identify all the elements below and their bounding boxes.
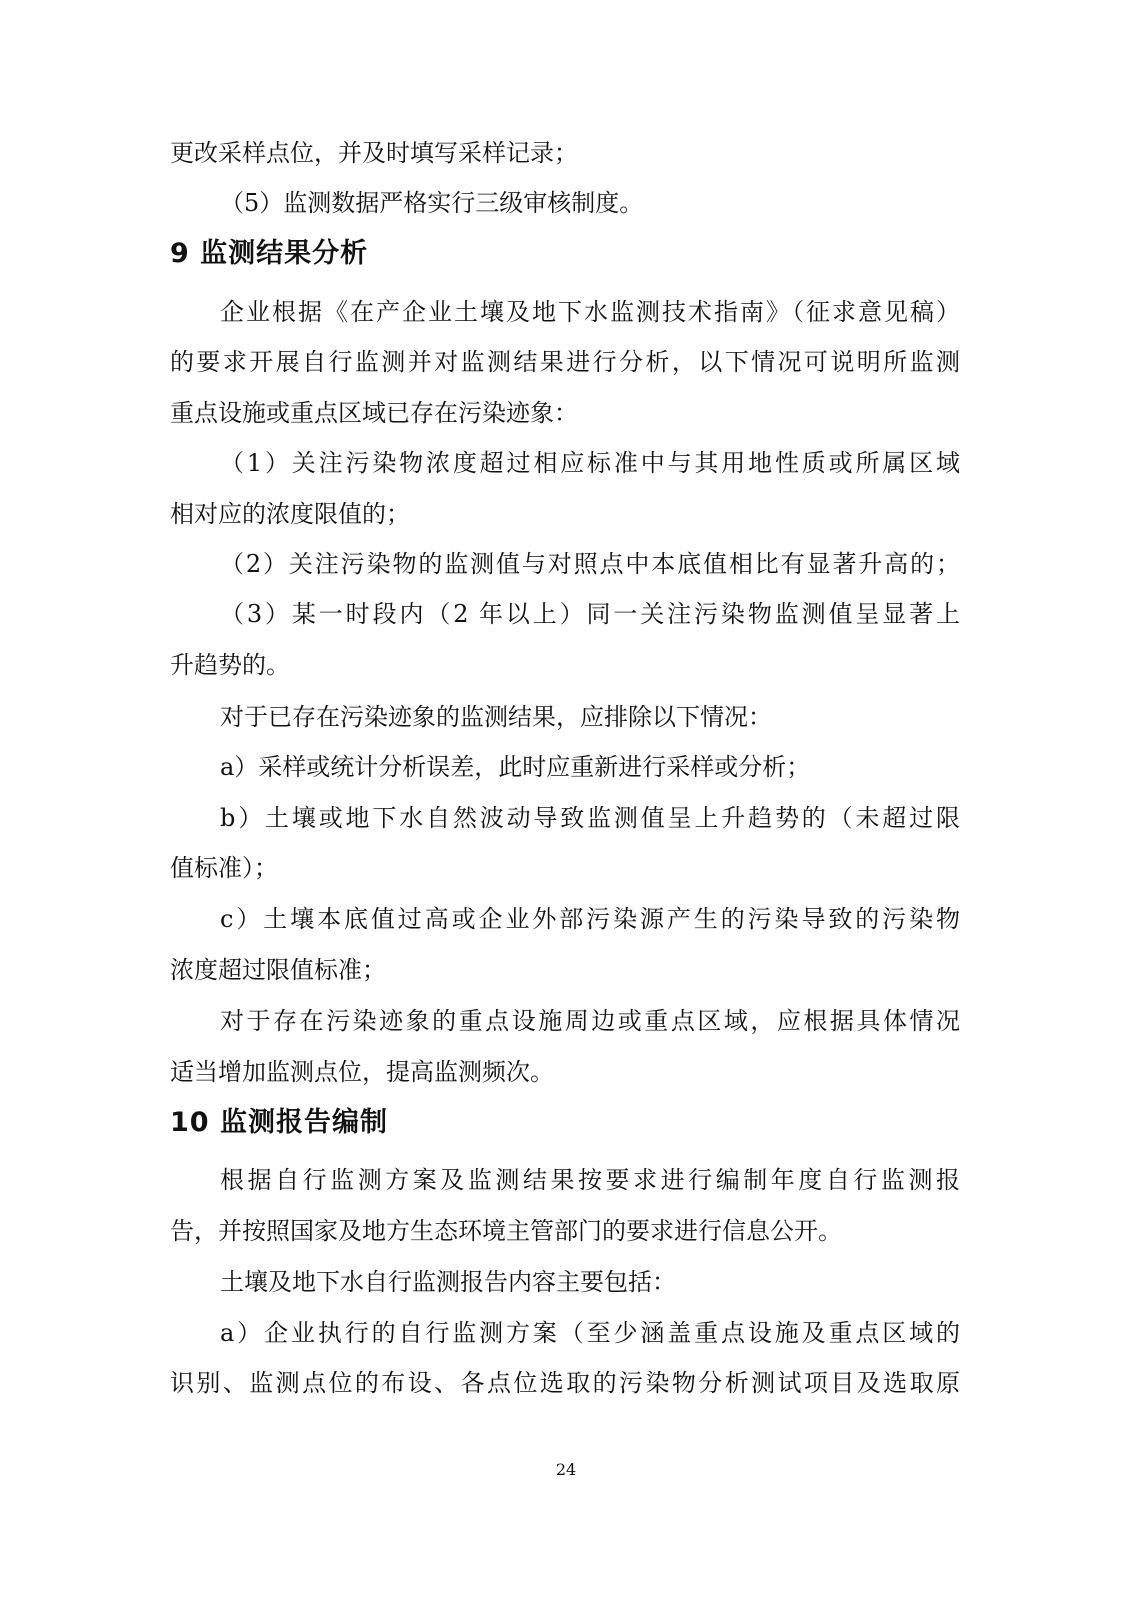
text-line: 的要求开展自行监测并对监测结果进行分析，以下情况可说明所监测 <box>170 348 960 376</box>
text-line: 土壤及地下水自行监测报告内容主要包括： <box>220 1268 676 1296</box>
text-line: 企业根据《在产企业土壤及地下水监测技术指南》（征求意见稿） <box>220 298 960 326</box>
text-line: 根据自行监测方案及监测结果按要求进行编制年度自行监测报 <box>220 1166 960 1194</box>
text-line: a）采样或统计分析误差，此时应重新进行采样或分析； <box>220 753 811 781</box>
text-line: a）企业执行的自行监测方案（至少涵盖重点设施及重点区域的 <box>220 1319 960 1347</box>
text-line: （1）关注污染物浓度超过相应标准中与其用地性质或所属区域 <box>220 449 960 477</box>
text-line: （5）监测数据严格实行三级审核制度。 <box>220 189 644 217</box>
text-line: 识别、监测点位的布设、各点位选取的污染物分析测试项目及选取原 <box>170 1369 960 1397</box>
text-line: b）土壤或地下水自然波动导致监测值呈上升趋势的（未超过限 <box>220 804 960 832</box>
section-heading-10: 10 监测报告编制 <box>170 1107 388 1138</box>
text-line: 告，并按照国家及地方生态环境主管部门的要求进行信息公开。 <box>170 1217 842 1245</box>
text-line: （3）某一时段内（2 年以上）同一关注污染物监测值呈显著上 <box>220 600 960 628</box>
text-line: 适当增加监测点位，提高监测频次。 <box>170 1058 554 1086</box>
text-line: 相对应的浓度限值的； <box>170 500 410 528</box>
section-heading-9: 9 监测结果分析 <box>170 238 369 269</box>
text-line: 对于已存在污染迹象的监测结果，应排除以下情况： <box>220 703 772 731</box>
text-line: 更改采样点位，并及时填写采样记录； <box>170 139 578 167</box>
text-line: （2）关注污染物的监测值与对照点中本底值相比有显著升高的； <box>220 550 960 578</box>
text-line: c）土壤本底值过高或企业外部污染源产生的污染导致的污染物 <box>220 905 960 933</box>
text-line: 对于存在污染迹象的重点设施周边或重点区域，应根据具体情况 <box>220 1007 960 1035</box>
text-line: 升趋势的。 <box>170 651 290 679</box>
text-line: 值标准）； <box>170 854 278 882</box>
text-line: 浓度超过限值标准； <box>170 956 386 984</box>
text-line: 重点设施或重点区域已存在污染迹象： <box>170 399 578 427</box>
page-number: 24 <box>555 1460 577 1479</box>
